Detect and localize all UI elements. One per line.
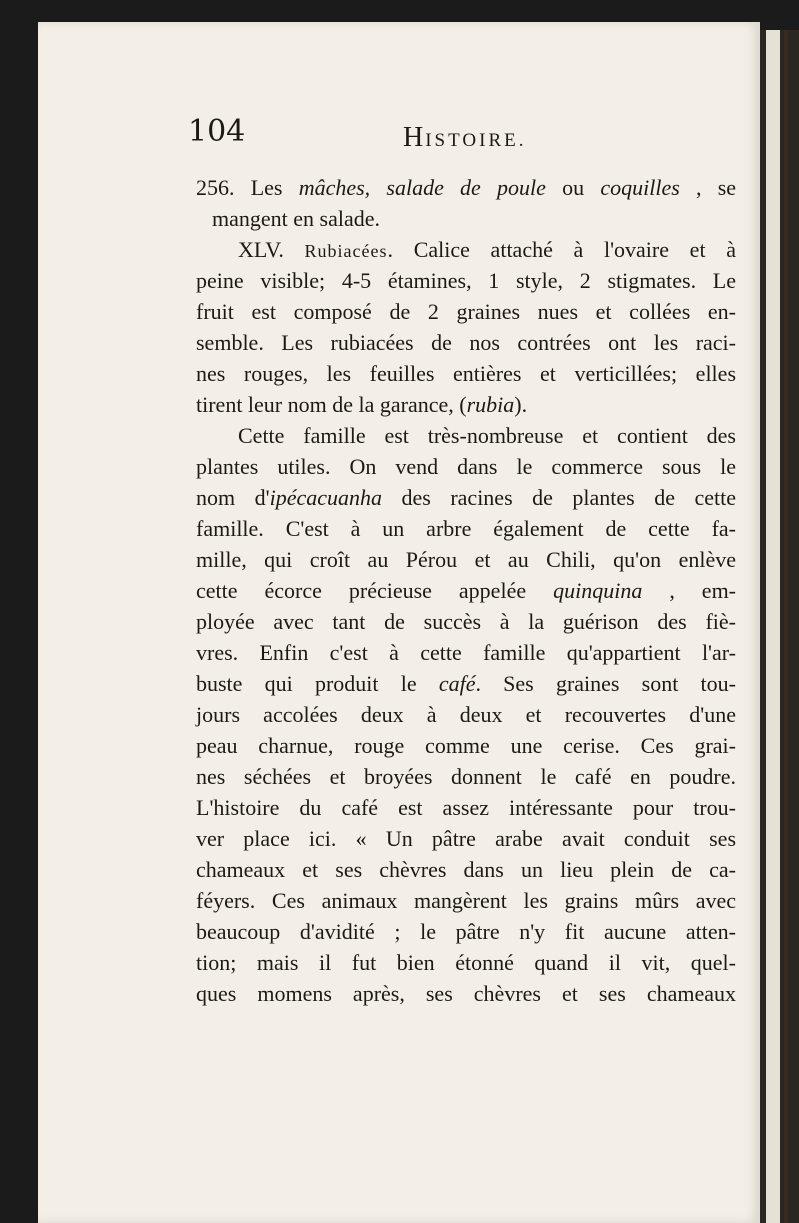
- page-edge-sheet: [766, 30, 780, 1223]
- text-run: chameaux et ses chèvres dans un lieu plein de ca-: [196, 857, 736, 882]
- text-run: ployée avec tant de succès à la guérison des fiè-: [196, 609, 736, 634]
- text-run: famille. C'est à un arbre également de cette fa-: [196, 516, 736, 541]
- text-line: [196, 172, 736, 203]
- book-page: [38, 22, 760, 1223]
- text-run: buste qui produit le: [196, 671, 439, 696]
- text-line: [196, 482, 736, 513]
- text-line: [196, 606, 736, 637]
- small-caps-text: Rubiacées: [304, 241, 388, 261]
- italic-text: rubia: [466, 392, 515, 417]
- italic-text: mâches, salade de poule: [298, 175, 546, 200]
- text-line: [196, 699, 736, 730]
- body-text: [196, 172, 736, 1009]
- text-line: [196, 854, 736, 885]
- text-run: ques momens après, ses chèvres et ses chameaux: [196, 981, 736, 1006]
- text-run: tirent leur nom de la garance, (: [196, 392, 467, 417]
- text-run: plantes utiles. On vend dans le commerce sous le: [196, 454, 736, 479]
- italic-text: café: [438, 671, 476, 696]
- text-line: [196, 792, 736, 823]
- text-run: ver place ici. « Un pâtre arabe avait conduit ses: [196, 826, 736, 851]
- text-line: [196, 234, 736, 265]
- page-number: 104: [188, 114, 246, 149]
- text-line: [196, 947, 736, 978]
- text-line: [196, 544, 736, 575]
- text-run: féyers. Ces animaux mangèrent les grains mûrs avec: [196, 888, 736, 913]
- text-run: beaucoup d'avidité ; le pâtre n'y fit aucune atten-: [196, 919, 736, 944]
- text-line: [196, 978, 736, 1009]
- italic-text: quinquina: [553, 578, 643, 603]
- text-line: [196, 761, 736, 792]
- text-line: [196, 575, 736, 606]
- text-run: Cette famille est très-nombreuse et contient des: [238, 423, 736, 448]
- text-line: [196, 916, 736, 947]
- text-run: ).: [514, 392, 528, 417]
- text-run: , em-: [642, 578, 737, 603]
- text-line: [196, 420, 736, 451]
- text-line: [196, 668, 736, 699]
- text-run: cette écorce précieuse appelée: [196, 578, 554, 603]
- text-line: [196, 389, 736, 420]
- text-line: [196, 265, 736, 296]
- text-line: [196, 823, 736, 854]
- text-run: . Calice attaché à l'ovaire et à: [387, 237, 736, 262]
- text-run: 256. Les: [196, 175, 299, 200]
- text-run: semble. Les rubiacées de nos contrées ont les raci-: [196, 330, 736, 355]
- text-run: nom d': [196, 485, 270, 510]
- text-run: peine visible; 4-5 étamines, 1 style, 2 stigmates. Le: [196, 268, 736, 293]
- text-line: [196, 637, 736, 668]
- italic-text: coquilles: [600, 175, 680, 200]
- text-run: XLV.: [238, 237, 305, 262]
- text-line: [196, 730, 736, 761]
- text-run: vres. Enfin c'est à cette famille qu'appartient l'ar-: [196, 640, 736, 665]
- running-title-rest: ISTOIRE.: [425, 130, 527, 151]
- text-line: [196, 358, 736, 389]
- text-run: fruit est composé de 2 graines nues et collées en-: [196, 299, 736, 324]
- text-line: [196, 885, 736, 916]
- text-run: ou: [545, 175, 601, 200]
- running-title-initial: H: [403, 122, 426, 153]
- running-title: [403, 122, 526, 154]
- text-line: [196, 451, 736, 482]
- text-run: mille, qui croît au Pérou et au Chili, qu'on enlève: [196, 547, 736, 572]
- next-page-edge: [760, 30, 799, 1223]
- text-line: [196, 296, 736, 327]
- text-line: [196, 203, 736, 234]
- text-run: nes séchées et broyées donnent le café en poudre.: [196, 764, 736, 789]
- text-line: [196, 513, 736, 544]
- binding-edge: [784, 30, 788, 1223]
- text-run: peau charnue, rouge comme une cerise. Ces grai-: [196, 733, 736, 758]
- italic-text: ipécacuanha: [269, 485, 382, 510]
- text-line: [196, 327, 736, 358]
- text-run: tion; mais il fut bien étonné quand il vit, quel-: [196, 950, 736, 975]
- text-run: des racines de plantes de cette: [382, 485, 737, 510]
- text-run: jours accolées deux à deux et recouvertes d'une: [196, 702, 736, 727]
- text-run: nes rouges, les feuilles entières et verticillées; elles: [196, 361, 736, 386]
- text-run: L'histoire du café est assez intéressante pour trou-: [196, 795, 736, 820]
- text-run: . Ses graines sont tou-: [475, 671, 736, 696]
- text-run: mangent en salade.: [212, 206, 380, 231]
- text-run: , se: [679, 175, 737, 200]
